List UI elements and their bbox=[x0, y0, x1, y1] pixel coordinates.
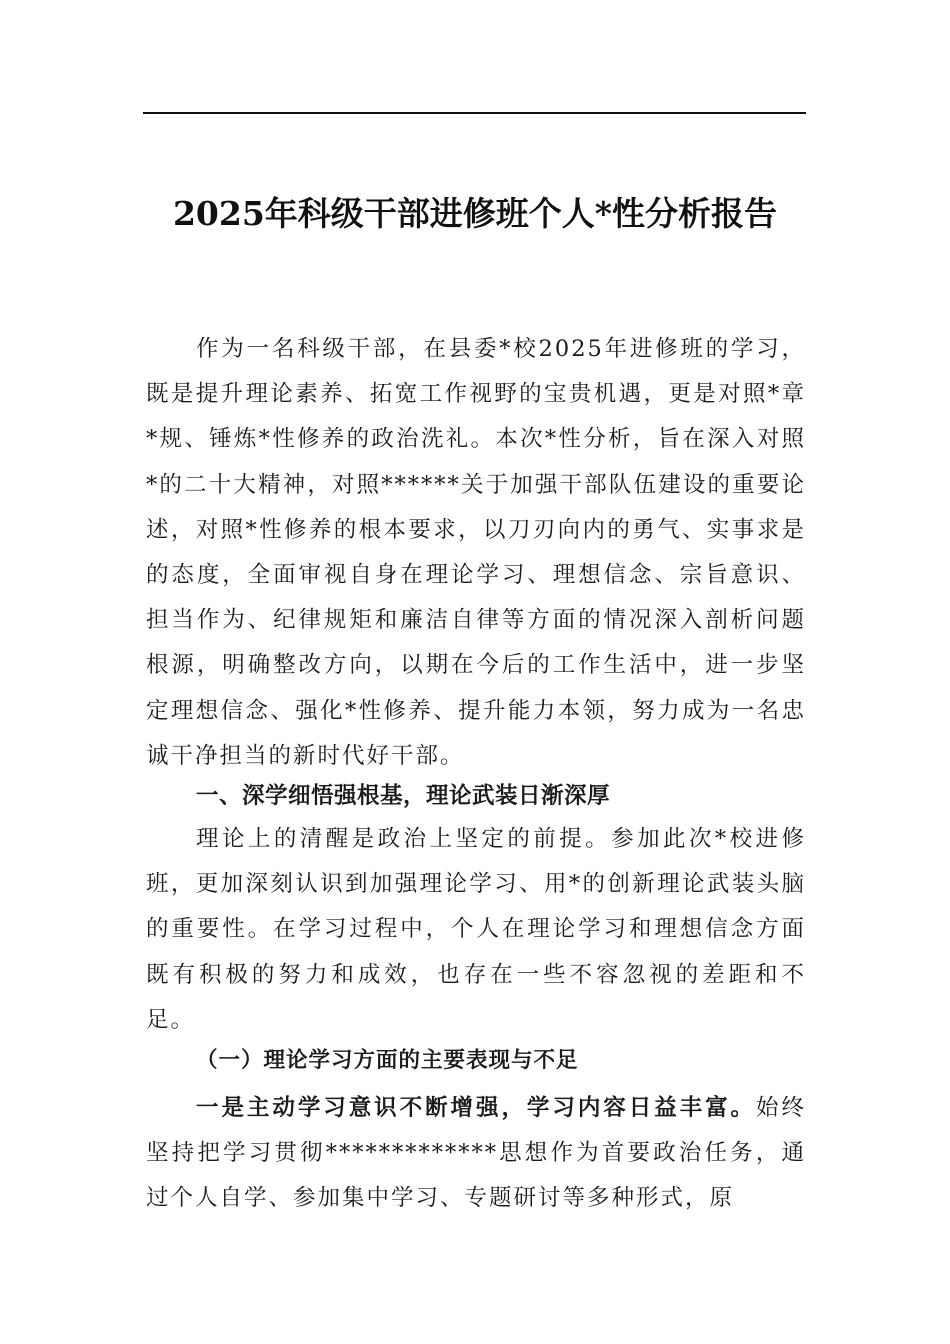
point-1-text: 始终坚持把学习贯彻*************思想作为首要政治任务，通过个人自学、参加集中学习、专题研讨等多种形式，原 bbox=[146, 1095, 806, 1212]
document-title: 2025年科级干部进修班个人*性分析报告 bbox=[172, 194, 778, 233]
subsection-heading-1: （一）理论学习方面的主要表现与不足 bbox=[196, 1048, 579, 1073]
header-rule bbox=[143, 112, 806, 114]
section-heading-1: 一、深学细悟强根基，理论武装日渐深厚 bbox=[196, 783, 611, 809]
point-1-lead: 一是主动学习意识不断增强，学习内容日益丰富。 bbox=[196, 1095, 757, 1121]
intro-paragraph: 作为一名科级干部，在县委*校2025年进修班的学习，既是提升理论素养、拓宽工作视野的宝贵机遇，更是对照*章*规、锤炼*性修养的政治洗礼。本次*性分析，旨在深入对照*的二十大精神，对照******关于加强干部队伍建设的重要论述，对照*性修养的根本要求，以刀刃向内的勇气、实事求是的态度，全面审视自身在理论学习、理想信念、宗旨意识、担当作为、纪律规矩和廉洁自律等方面的情况深入剖析问题根源，明确整改方向，以期在今后的工作生活中，进一步坚定理想信念、强化*性修养、提升能力本领，努力成为一名忠诚干净担当的新时代好干部。 bbox=[146, 336, 806, 769]
point-1-paragraph bbox=[146, 1086, 806, 1222]
section-1-paragraph: 理论上的清醒是政治上坚定的前提。参加此次*校进修班，更加深刻认识到加强理论学习、用*的创新理论武装头脑的重要性。在学习过程中，个人在理论学习和理想信念方面既有积极的努力和成效，也存在一些不容忽视的差距和不足。 bbox=[146, 826, 806, 1033]
